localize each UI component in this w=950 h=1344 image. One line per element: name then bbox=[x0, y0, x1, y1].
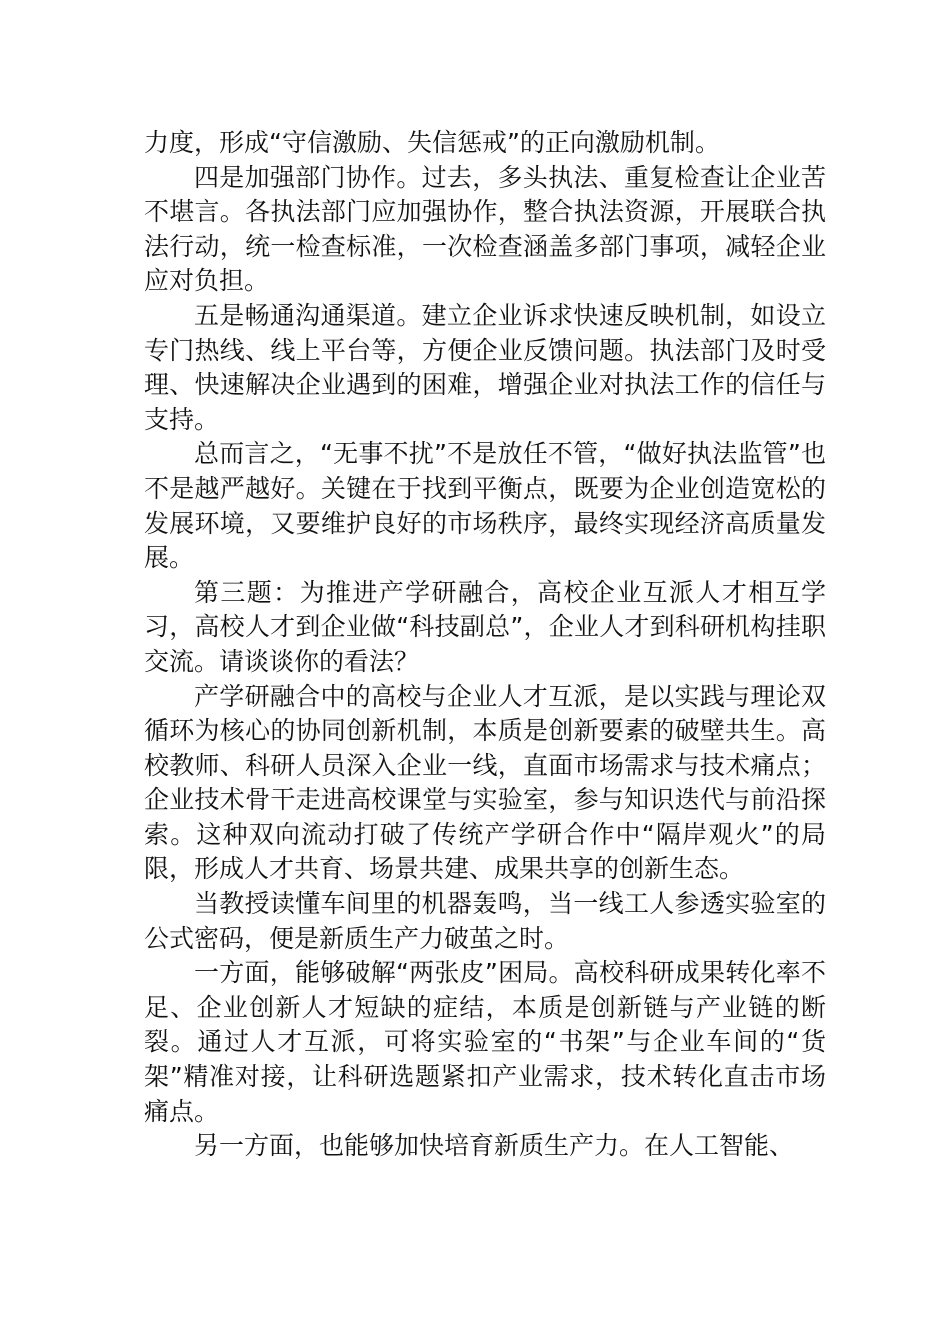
paragraph-communication-channels: 五是畅通沟通渠道。建立企业诉求快速反映机制，如设立专门热线、线上平台等，方便企业反馈问题。执法部门及时受理、快速解决企业遇到的困难，增强企业对执法工作的信任与支持。 bbox=[144, 300, 826, 434]
paragraph-department-cooperation: 四是加强部门协作。过去，多头执法、重复检查让企业苦不堪言。各执法部门应加强协作，整合执法资源，开展联合执法行动，统一检查标准，一次检查涵盖多部门事项，减轻企业应对负担。 bbox=[144, 162, 826, 296]
paragraph-talent-exchange: 产学研融合中的高校与企业人才互派，是以实践与理论双循环为核心的协同创新机制，本质是创新要素的破壁共生。高校教师、科研人员深入企业一线，直面市场需求与技术痛点；企业技术骨干走进高校课堂与实验室，参与知识迭代与前沿探索。这种双向流动打破了传统产学研合作中“隔岸观火”的局限，形成人才共育、场景共建、成果共享的创新生态。 bbox=[144, 681, 826, 884]
paragraph-summary: 总而言之，“无事不扰”不是放任不管，“做好执法监管”也不是越严越好。关键在于找到平衡点，既要为企业创造宽松的发展环境，又要维护良好的市场秩序，最终实现经济高质量发展。 bbox=[144, 439, 826, 573]
document-body bbox=[144, 126, 826, 1164]
paragraph-new-productivity: 当教授读懂车间里的机器轰鸣，当一线工人参透实验室的公式密码，便是新质生产力破茧之时。 bbox=[144, 889, 826, 953]
paragraph-continuation: 力度，形成“守信激励、失信惩戒”的正向激励机制。 bbox=[144, 128, 720, 157]
paragraph-first-aspect: 一方面，能够破解“两张皮”困局。高校科研成果转化率不足、企业创新人才短缺的症结，本质是创新链与产业链的断裂。通过人才互派，可将实验室的“书架”与企业车间的“货架”精准对接，让科研选题紧扣产业需求，技术转化直击市场痛点。 bbox=[144, 958, 826, 1126]
paragraph-second-aspect: 另一方面，也能够加快培育新质生产力。在人工智能、 bbox=[194, 1131, 795, 1161]
paragraph-question-three: 第三题：为推进产学研融合，高校企业互派人才相互学习，高校人才到企业做“科技副总”，企业人才到科研机构挂职交流。请谈谈你的看法？ bbox=[144, 577, 826, 676]
